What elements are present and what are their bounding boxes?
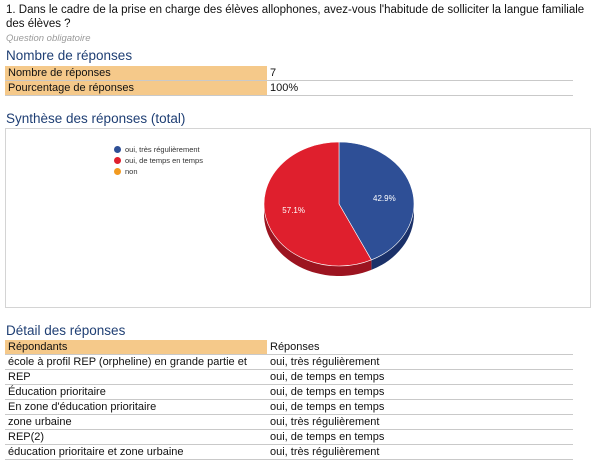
synthesis-title: Synthèse des réponses (total) [6, 111, 186, 126]
responses-title: Nombre de réponses [6, 48, 133, 63]
detail-table [5, 340, 573, 460]
table-row [5, 81, 573, 96]
legend-swatch [114, 157, 121, 164]
respondent-cell: école à profil REP (orpheline) en grande partie et [5, 355, 267, 370]
answer-cell: oui, très régulièrement [267, 415, 573, 430]
table-row [5, 445, 573, 460]
table-row [5, 430, 573, 445]
legend-swatch [114, 168, 121, 175]
column-header-respondents: Répondants [5, 340, 267, 355]
respondent-cell: REP [5, 370, 267, 385]
table-row [5, 385, 573, 400]
question-text: 1. Dans le cadre de la prise en charge des élèves allophones, avez-vous l'habitude de solliciter la langue familiale des élèves ? [6, 4, 585, 30]
table-row [5, 400, 573, 415]
pie-data-label: 57.1% [282, 206, 305, 216]
respondent-cell: En zone d'éducation prioritaire [5, 400, 267, 415]
chart-legend [114, 144, 203, 177]
chart-panel [5, 128, 591, 308]
respondent-cell: éducation prioritaire et zone urbaine [5, 445, 267, 460]
responses-percent-value: 100% [267, 81, 573, 96]
answer-cell: oui, très régulièrement [267, 355, 573, 370]
respondent-cell: zone urbaine [5, 415, 267, 430]
answer-cell: oui, de temps en temps [267, 385, 573, 400]
column-header-answers: Réponses [267, 340, 573, 355]
pie-chart [6, 129, 590, 307]
respondent-cell: Éducation prioritaire [5, 385, 267, 400]
responses-count-value: 7 [267, 66, 573, 81]
legend-label: non [125, 167, 138, 176]
required-note: Question obligatoire [6, 33, 91, 44]
answer-cell: oui, de temps en temps [267, 370, 573, 385]
legend-item [114, 144, 203, 155]
answer-cell: oui, de temps en temps [267, 430, 573, 445]
respondent-cell: REP(2) [5, 430, 267, 445]
table-row [5, 415, 573, 430]
detail-title: Détail des réponses [6, 323, 126, 338]
legend-item [114, 155, 203, 166]
pie-data-label: 42.9% [373, 193, 396, 203]
legend-label: oui, de temps en temps [125, 156, 203, 165]
table-row [5, 66, 573, 81]
legend-item [114, 166, 203, 177]
responses-table [5, 66, 573, 96]
responses-percent-label: Pourcentage de réponses [5, 81, 267, 96]
table-row [5, 355, 573, 370]
legend-label: oui, très régulièrement [125, 145, 200, 154]
answer-cell: oui, très régulièrement [267, 445, 573, 460]
table-row [5, 370, 573, 385]
answer-cell: oui, de temps en temps [267, 400, 573, 415]
responses-count-label: Nombre de réponses [5, 66, 267, 81]
legend-swatch [114, 146, 121, 153]
table-header-row [5, 340, 573, 355]
